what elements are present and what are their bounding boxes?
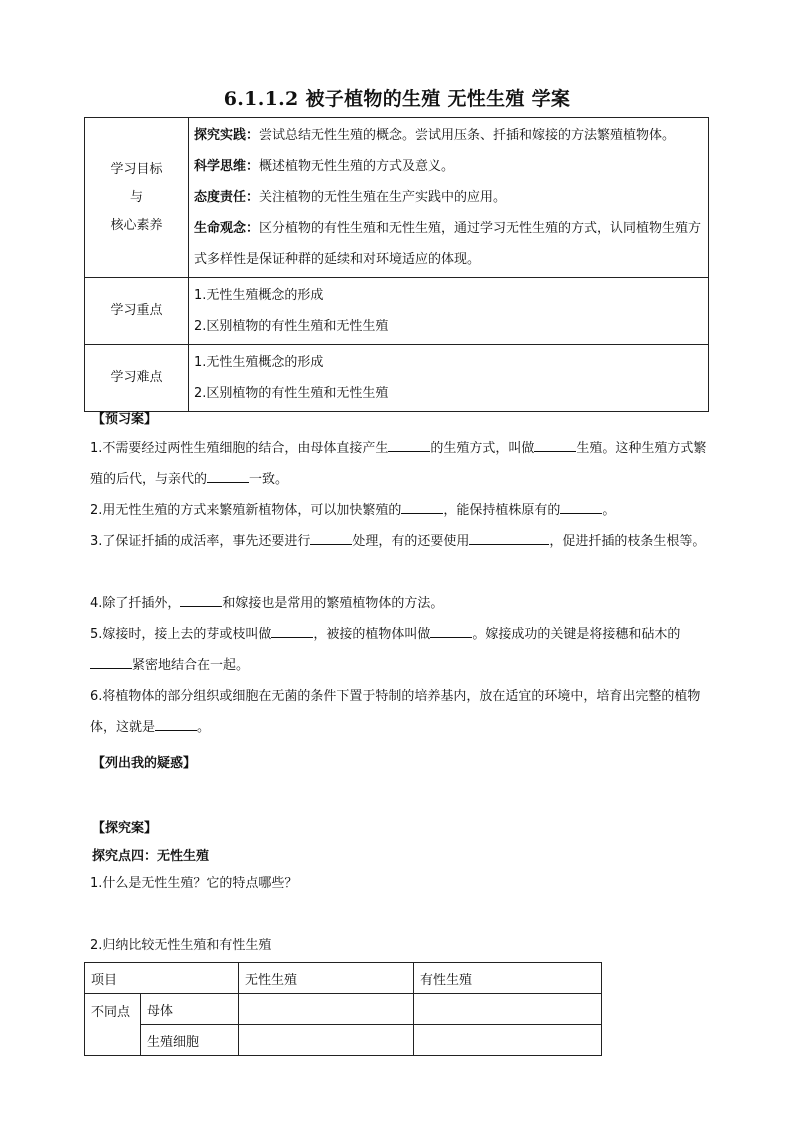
preview-question-5: [90, 619, 710, 681]
preview-heading: 【预习案】: [92, 412, 158, 427]
fill-blank[interactable]: [401, 499, 443, 514]
key-point-item: 2.区别植物的有性生殖和无性生殖: [194, 319, 389, 334]
difficulties-content: [189, 345, 709, 412]
preview-question-4: [90, 588, 710, 619]
question-text: 和嫁接也是常用的繁殖植物体的方法。: [222, 596, 444, 611]
compare-row-label: 生殖细胞: [141, 1025, 239, 1056]
compare-cell[interactable]: [239, 994, 414, 1025]
question-text: ，被接的植物体叫做: [313, 627, 431, 642]
fill-blank[interactable]: [388, 437, 430, 452]
difficulty-item: 2.区别植物的有性生殖和无性生殖: [194, 386, 389, 401]
question-text: ，能保持植株原有的: [443, 503, 561, 518]
compare-cell[interactable]: [239, 1025, 414, 1056]
key-points-content: [189, 278, 709, 345]
objective-item: [194, 213, 702, 275]
explore-question-1: [90, 868, 710, 899]
explore-heading: 【探究案】: [92, 821, 158, 836]
objective-key: 科学思维：: [194, 159, 260, 174]
difficulty-item: 1.无性生殖概念的形成: [194, 355, 324, 370]
question-text: 。: [197, 720, 211, 735]
compare-row-label: 母体: [141, 994, 239, 1025]
objective-key: 探究实践：: [194, 128, 260, 143]
question-text: 。: [602, 503, 616, 518]
question-text: 4.除了扦插外，: [90, 596, 181, 611]
doubts-heading: 【列出我的疑惑】: [92, 756, 197, 771]
question-text: 的生殖方式，叫做: [430, 441, 535, 456]
compare-header-sexual: 有性生殖: [414, 963, 602, 994]
objective-key: 态度责任：: [194, 190, 260, 205]
explore-question-2: [90, 930, 710, 961]
objective-key: 生命观念：: [194, 221, 260, 236]
key-point-item: 1.无性生殖概念的形成: [194, 288, 324, 303]
difficulties-label: 学习难点: [85, 345, 189, 412]
question-text: 2.用无性生殖的方式来繁殖新植物体，可以加快繁殖的: [90, 503, 402, 518]
objective-item: [194, 182, 702, 213]
preview-question-6: [90, 681, 710, 743]
question-text: 一致。: [249, 472, 289, 487]
preview-question-3: [90, 526, 710, 557]
fill-blank[interactable]: [180, 592, 222, 607]
objective-text: 概述植物无性生殖的方式及意义。: [259, 159, 455, 174]
objectives-label-line: 学习目标: [110, 161, 163, 177]
question-text: ，促进扦插的枝条生根等。: [549, 534, 706, 549]
objectives-content: [189, 118, 709, 278]
preview-question-1: [90, 433, 710, 495]
compare-header-asexual: 无性生殖: [239, 963, 414, 994]
compare-group-label: 不同点: [85, 994, 141, 1056]
fill-blank[interactable]: [271, 623, 313, 638]
page-title: 6.1.1.2 被子植物的生殖 无性生殖 学案: [223, 88, 571, 110]
objectives-label-line: 核心素养: [110, 217, 163, 233]
fill-blank[interactable]: [560, 499, 602, 514]
question-text: 1.什么是无性生殖？它的特点哪些？: [90, 876, 298, 891]
fill-blank[interactable]: [207, 468, 249, 483]
fill-blank[interactable]: [90, 654, 132, 669]
objective-item: [194, 151, 702, 182]
objectives-label-line: 与: [129, 189, 143, 205]
fill-blank[interactable]: [534, 437, 576, 452]
compare-header-item: 项目: [85, 963, 239, 994]
question-text: 生殖。这种生殖方式繁殖的后代，与亲代的: [90, 441, 707, 487]
fill-blank[interactable]: [469, 530, 549, 545]
question-text: 5.嫁接时，接上去的芽或枝叫做: [90, 627, 272, 642]
question-text: 6.将植物体的部分组织或细胞在无菌的条件下置于特制的培养基内，放在适宜的环境中，培育出完整的植物体，这就是: [90, 689, 701, 735]
key-points-label: 学习重点: [85, 278, 189, 345]
question-text: 1.不需要经过两性生殖细胞的结合，由母体直接产生: [90, 441, 389, 456]
fill-blank[interactable]: [155, 716, 197, 731]
objective-text: 关注植物的无性生殖在生产实践中的应用。: [259, 190, 507, 205]
objective-item: [194, 120, 702, 151]
question-text: 2.归纳比较无性生殖和有性生殖: [90, 938, 272, 953]
question-text: 紧密地结合在一起。: [132, 658, 250, 673]
fill-blank[interactable]: [310, 530, 352, 545]
objective-text: 区分植物的有性生殖和无性生殖，通过学习无性生殖的方式，认同植物生殖方式多样性是保证种群的延续和对环境适应的体现。: [194, 221, 702, 267]
fill-blank[interactable]: [430, 623, 472, 638]
objectives-table: [84, 117, 709, 412]
compare-cell[interactable]: [414, 1025, 602, 1056]
explore-point: 探究点四：无性生殖: [92, 849, 210, 864]
objective-text: 尝试总结无性生殖的概念。尝试用压条、扦插和嫁接的方法繁殖植物体。: [259, 128, 676, 143]
question-text: 3.了保证扦插的成活率，事先还要进行: [90, 534, 311, 549]
question-text: 处理，有的还要使用: [352, 534, 470, 549]
question-text: 。嫁接成功的关键是将接穗和砧木的: [472, 627, 681, 642]
objectives-label: [85, 118, 189, 278]
preview-question-2: [90, 495, 710, 526]
comparison-table: [84, 962, 602, 1056]
compare-cell[interactable]: [414, 994, 602, 1025]
